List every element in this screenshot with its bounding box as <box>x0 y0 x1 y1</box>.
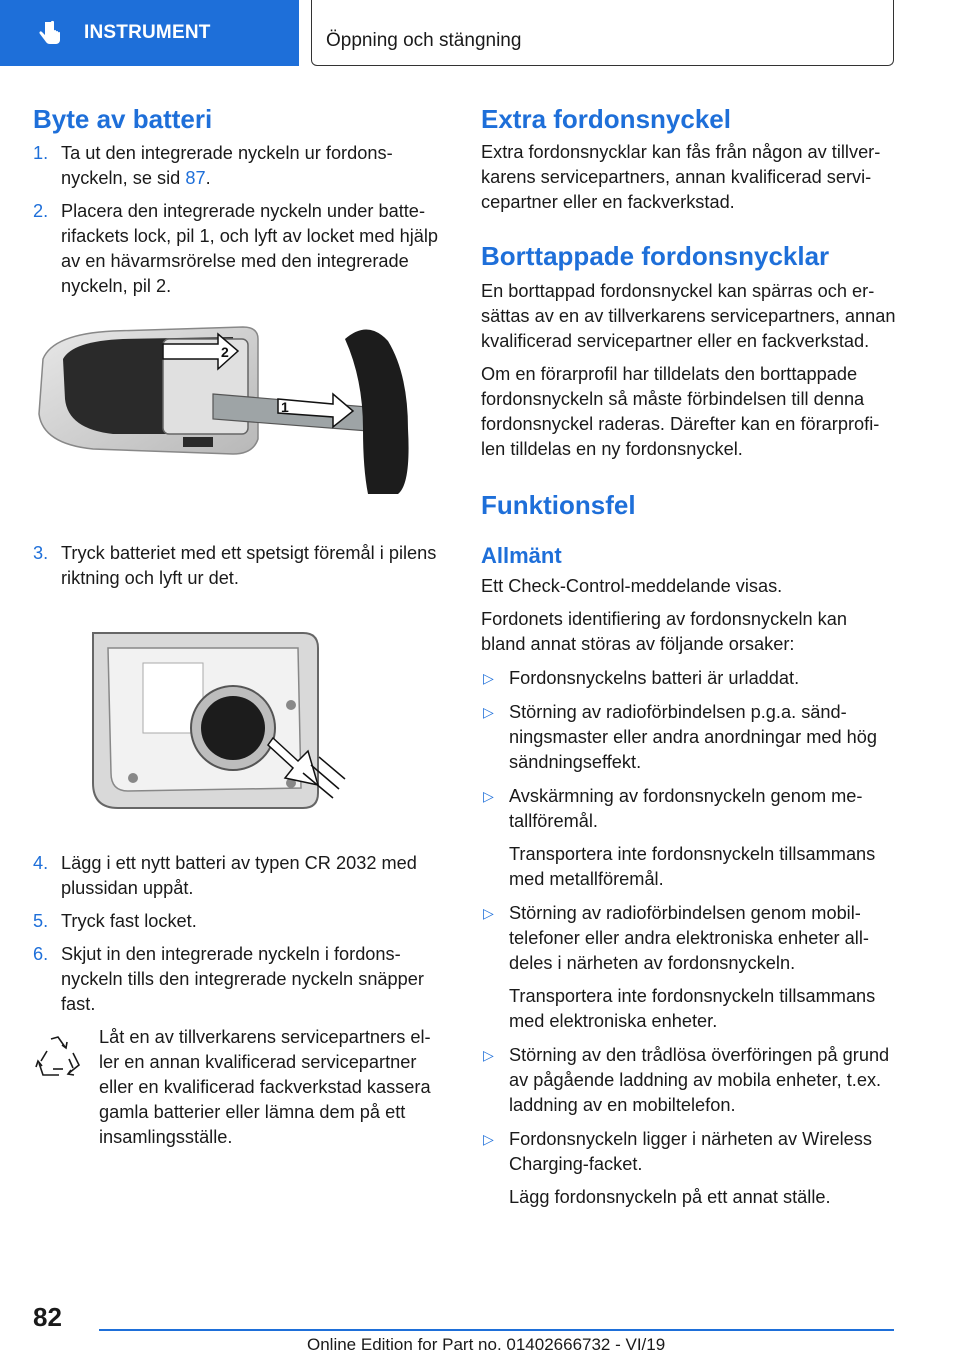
step-number: 4. <box>33 853 49 873</box>
step-number: 5. <box>33 911 49 931</box>
triangle-bullet-icon: ▷ <box>483 1131 494 1147</box>
list-item <box>481 700 896 775</box>
arrow-label-two: 2 <box>221 344 229 360</box>
page-number: 82 <box>33 1302 62 1332</box>
battery-compartment-illustration <box>33 613 441 813</box>
step-4 <box>33 851 441 901</box>
arrow-label-one: 1 <box>281 399 289 415</box>
heading-lost-keys: Borttappade fordonsnycklar <box>481 241 830 271</box>
chapter-title: Öppning och stängning <box>326 30 522 51</box>
step-1 <box>33 141 441 191</box>
list-item-text: Störning av radioförbindelsen p.g.a. sändningsmaster eller andra anordningar med hög sändningseffekt. <box>509 702 878 772</box>
list-item-text: Fordonsnyckelns batteri är urladdat. <box>509 668 800 688</box>
paragraph-general-1: Ett Check-Control-meddelande visas. <box>481 576 783 596</box>
step-text-end: . <box>205 168 211 188</box>
cause-list <box>481 666 896 1210</box>
list-item-text: Störning av den trådlösa överföringen på grund av pågående laddning av mobila enheter, t.ex. laddning av en mobiltelefon. <box>509 1045 890 1115</box>
recycle-note <box>33 1025 441 1150</box>
list-item-text: Störning av radioförbindelsen genom mobiltelefoner eller andra elektroniska enheter alldeles i närheten av fordonsnyckeln. <box>509 903 869 973</box>
step-text: Placera den integrerade nyckeln under batterifackets lock, pil 1, och lyft av locket med hjälp av en hävarmsrörelse med den integrerade nyckeln, pil 2. <box>61 201 439 296</box>
step-2 <box>33 199 441 299</box>
triangle-bullet-icon: ▷ <box>483 704 494 720</box>
heading-battery-change: Byte av batteri <box>33 104 213 134</box>
step-text: Tryck batteriet med ett spetsigt föremål i pilens riktning och lyft ur det. <box>61 543 437 588</box>
step-3 <box>33 541 441 591</box>
paragraph-extra-key: Extra fordonsnycklar kan fås från någon av tillverkarens servicepartners, annan kvalificerad servicepartner eller en fackverkstad. <box>481 142 881 212</box>
list-item <box>481 1127 896 1210</box>
list-item-text: Avskärmning av fordonsnyckeln genom metallföremål. <box>509 786 863 831</box>
step-number: 1. <box>33 143 49 163</box>
step-number: 3. <box>33 543 49 563</box>
footer-divider <box>99 1329 894 1331</box>
chapter-header <box>311 0 894 66</box>
triangle-bullet-icon: ▷ <box>483 1047 494 1063</box>
key-removal-illustration <box>33 319 441 519</box>
step-6 <box>33 942 441 1017</box>
recycle-icon <box>33 1033 83 1081</box>
step-text: Ta ut den integrerade nyckeln ur fordonsnyckeln, se sid <box>61 143 393 188</box>
step-number: 6. <box>33 944 49 964</box>
right-column <box>481 104 896 1219</box>
triangle-bullet-icon: ▷ <box>483 905 494 921</box>
paragraph-lost-keys-1: En borttappad fordonsnyckel kan spärras och ersättas av en av tillverkarens servicepartners, annan kvalificerad servicepartner eller en fackverkstad. <box>481 281 896 351</box>
list-item-subtext: Transportera inte fordonsnyckeln tillsammans med metallföremål. <box>509 844 876 889</box>
list-item <box>481 901 896 1034</box>
triangle-bullet-icon: ▷ <box>483 670 494 686</box>
step-number: 2. <box>33 201 49 221</box>
heading-general: Allmänt <box>481 543 562 568</box>
edition-text: Online Edition for Part no. 01402666732 - VI/19 <box>307 1335 666 1354</box>
paragraph-general-2: Fordonets identifiering av fordonsnyckeln kan bland annat störas av följande orsaker: <box>481 609 847 654</box>
section-tab[interactable] <box>0 0 299 66</box>
heading-malfunction: Funktionsfel <box>481 490 636 520</box>
step-text: Tryck fast locket. <box>61 911 197 931</box>
step-text: Lägg i ett nytt batteri av typen CR 2032 med plussidan uppåt. <box>61 853 417 898</box>
hand-pointer-icon <box>34 18 64 48</box>
list-item <box>481 666 896 691</box>
step-5 <box>33 909 441 934</box>
section-title: INSTRUMENT <box>84 22 211 43</box>
triangle-bullet-icon: ▷ <box>483 788 494 804</box>
list-item <box>481 1043 896 1118</box>
list-item-subtext: Transportera inte fordonsnyckeln tillsammans med elektroniska enheter. <box>509 986 876 1031</box>
list-item-subtext: Lägg fordonsnyckeln på ett annat ställe. <box>509 1187 831 1207</box>
step-text: Skjut in den integrerade nyckeln i fordonsnyckeln tills den integrerade nyckeln snäpper fast. <box>61 944 424 1014</box>
recycle-text: Låt en av tillverkarens servicepartners eller en annan kvalificerad servicepartner eller en kvalificerad fackverkstad kassera gamla batterier eller lämna dem på ett insamlingsställe. <box>99 1027 431 1147</box>
page-link[interactable]: 87 <box>185 168 206 188</box>
list-item-text: Fordonsnyckeln ligger i närheten av Wireless Charging-facket. <box>509 1129 872 1174</box>
list-item <box>481 784 896 892</box>
paragraph-lost-keys-2: Om en förarprofil har tilldelats den borttappade fordonsnyckeln så måste förbindelsen till denna fordonsnyckel raderas. Därefter kan en förarprofilen tilldelas en ny fordonsnyckel. <box>481 364 880 459</box>
heading-extra-key: Extra fordonsnyckel <box>481 104 731 134</box>
left-column <box>33 104 441 1150</box>
